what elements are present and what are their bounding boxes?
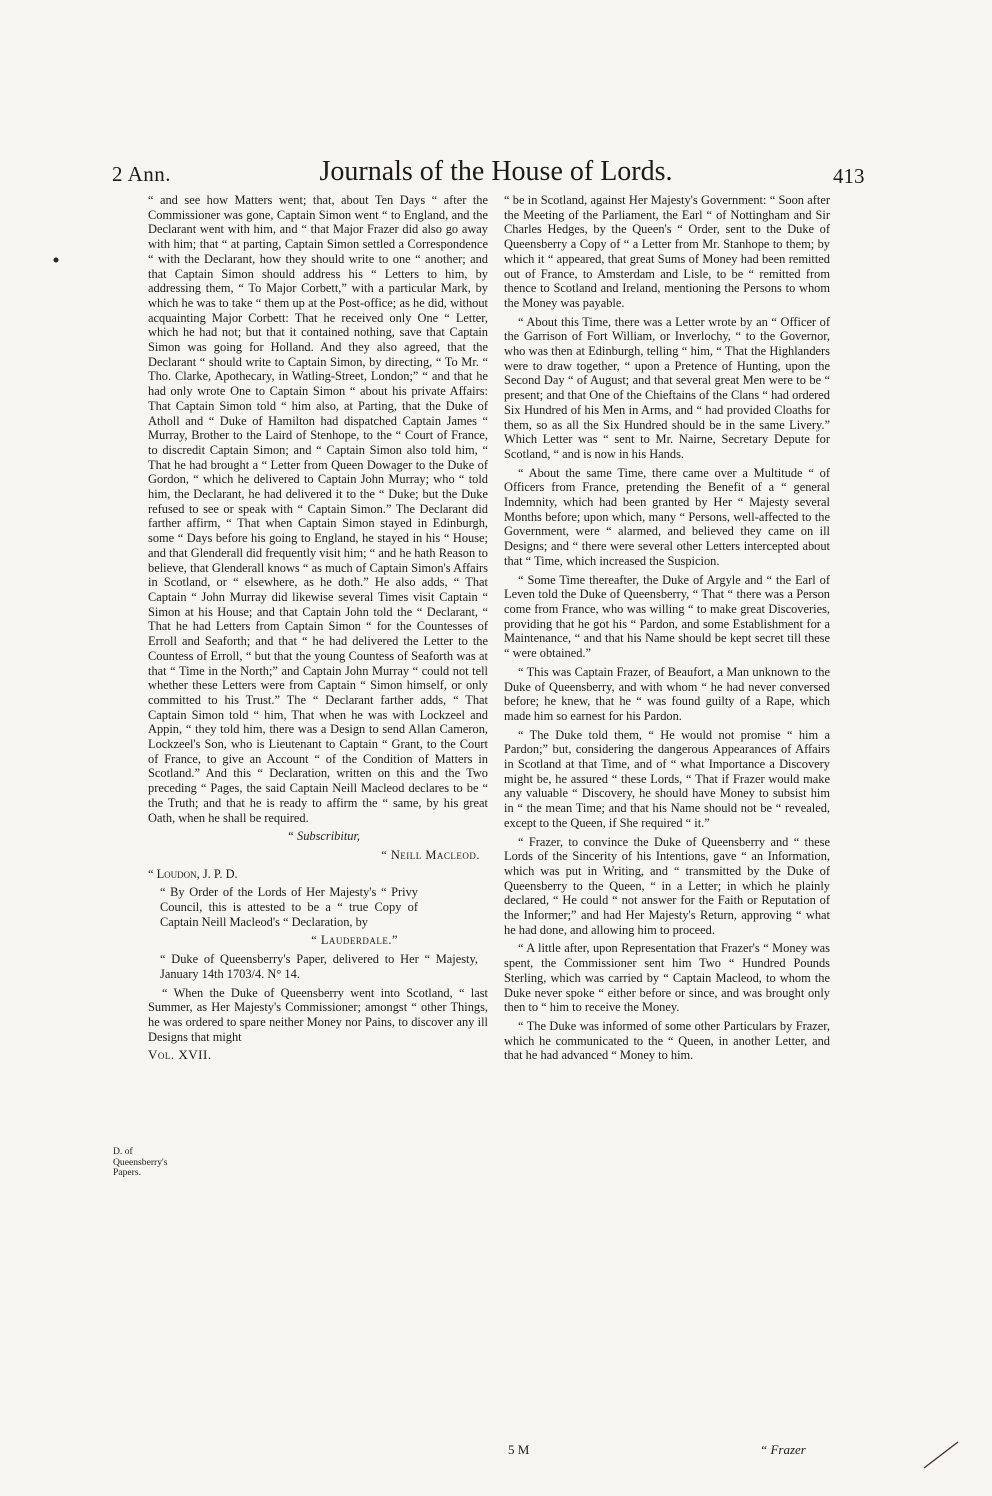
- paper-heading: “ Duke of Queensberry's Paper, delivered to Her “ Majesty, January 14th 1703/4. N° 14.: [160, 952, 478, 981]
- privy-council-order: “ By Order of the Lords of Her Majesty's “ Privy Council, this is attested to be a “ true Copy of Captain Neill Macleod's “ Declaration, by: [160, 885, 418, 929]
- catchword: “ Frazer: [760, 1442, 806, 1457]
- paragraph: “ The Duke told them, “ He would not promise “ him a Pardon;” but, considering the dangerous Appearances of Affairs in Scotland at that Time, and of “ what Importance a Discovery might be, he assured “ these Lords, “ That if Frazer would make any valuable “ Discovery, he should have Money to subsist him in “ the mean Time; and that his Name should not be “ revealed, except to the Queen, if She required “ it.”: [504, 727, 830, 830]
- regnal-year: 2 Ann.: [112, 162, 172, 186]
- queensberry-paragraph: “ When the Duke of Queensberry went into Scotland, “ last Summer, as Her Majesty's Commissioner; amongst “ other Things, he was ordered to spare neither Money nor Pains, to discover any ill Designs that might: [148, 985, 488, 1044]
- left-column: [148, 193, 488, 1067]
- page-title: Journals of the House of Lords.: [319, 156, 673, 187]
- signature-mark: 5 M: [508, 1442, 530, 1457]
- paragraph: “ A little after, upon Representation that Frazer's “ Money was spent, the Commissioner sent him Two “ Hundred Pounds Sterling, which was carried by “ Captain Macleod, to whom the Duke never spoke “ either before or since, and was brought only then to “ him to receive the Money.: [504, 941, 830, 1015]
- loudon-attestation: “ Loudon, J. P. D.: [148, 866, 238, 881]
- subscribitur-line: “ Subscribitur,: [287, 829, 360, 844]
- volume-mark: Vol. XVII.: [148, 1047, 212, 1063]
- declarant-signature: “ Neill Macleod.: [381, 847, 480, 862]
- right-column: [504, 193, 830, 1067]
- paragraph: “ The Duke was informed of some other Particulars by Frazer, which he communicated to the “ Queen, in another Letter, and that he had advanced “ Money to him.: [504, 1018, 830, 1063]
- paragraph: “ About this Time, there was a Letter wrote by an “ Officer of the Garrison of Fort William, or Inverlochy, “ to the Governor, who was then at Edinburgh, telling “ him, “ That the Highlanders were to draw together, “ upon a Pretence of Hunting, upon the Second Day “ of August; and that several great Men were to be “ present; and that One of the Chieftains of the Clans “ had ordered Six Hundred of his Men in Arms, and “ had provided Cloaths for them, so as all the Six Hundred should be in the same Livery.” Which Letter was “ sent to Mr. Nairne, Secretary Depute for Scotland, “ and is now in his Hands.: [504, 314, 830, 461]
- ink-mark-icon: [52, 256, 60, 264]
- pen-stroke-icon: [922, 1432, 962, 1472]
- paragraph: “ Some Time thereafter, the Duke of Argyle and “ the Earl of Leven told the Duke of Queensberry, “ That “ there was a Person come from France, who was willing “ to make great Discoveries, providing that he got his “ Pardon, and some Establishment for a Maintenance, “ and that his Name should be kept secret till these “ were obtained.”: [504, 572, 830, 661]
- page-number: 413: [833, 164, 865, 188]
- paragraph: “ be in Scotland, against Her Majesty's Government: “ Soon after the Meeting of the Parliament, the Earl “ of Nottingham and Sir Charles Hedges, by the Queen's “ Order, sent to the Duke of Queensberry a Copy of “ a Letter from Mr. Stanhope to them; by which it “ appeared, that great Sums of Money had been remitted out of France, to Amsterdam and Lisle, to be “ remitted from thence to Scotland and Ireland, mentioning the Persons to whom the Money was payable.: [504, 193, 830, 310]
- margin-note: D. of Queensberry's Papers.: [113, 1146, 168, 1178]
- declaration-paragraph: “ and see how Matters went; that, about Ten Days “ after the Commissioner was gone, Captain Simon went “ to England, and the Declarant went with him, and “ that Major Frazer did also go away with him; that “ at parting, Captain Simon settled a Correspondence “ with the Declarant, how they should write to one “ another; and that Captain Simon should address his “ Letters to him, by addressing them, “ To Major Corbett,” with a particular Mark, by which he was to take “ them up at the Post-office; as he did, without acquainting Major Corbett: That he received only One “ Letter, which he had not; but that it contained nothing, save that Captain Simon was going for Holland. And they also agreed, that the Declarant “ should write to Captain Simon, by directing, “ To Mr. “ Tho. Clarke, Apothecary, in Watling-Street, London;” “ and that he had only wrote One to Captain Simon “ about his private Affairs: That Captain Simon told “ him also, at Parting, that the Duke of Atholl and “ Duke of Hamilton had dispatched Captain James “ Murray, Brother to the Laird of Stenhope, to the “ Court of France, to discredit Captain Simon; and “ Captain Simon also told him, “ That he had brought a “ Letter from Queen Dowager to the Duke of Gordon, “ which he delivered to Captain John Murray; who “ told him, the Declarant, he had delivered it to the “ Duke; but the Duke refused to see or speak with “ Captain Simon.” The Declarant did farther affirm, “ That when Captain Simon stayed in Edinburgh, some “ Days before his going to England, he stayed in his “ House; and that Glenderall did frequently visit him; “ and he hath Reason to believe, that Glenderall knows “ as much of Captain Simon's Affairs in Scotland, or “ elsewhere, as he doth.” He also adds, “ That Captain “ John Murray did likewise several Times visit Captain “ Simon at his House; and that Captain John told the “ Declarant, “ That he had Letters from Captain Simon “ for the Countesses of Erroll and Seaforth; and that “ he had delivered the Letter to the Countess of Erroll, “ but that the young Countess of Seaforth was at that “ Time in the North;” and Captain John Murray “ could not tell whether these Letters were from Captain “ Simon himself, or only committed to his Trust.” The “ Declarant farther adds, “ That Captain Simon told “ him, That when he was with Lockzeel and Appin, “ they told him, there was a Design to send Allan Cameron, Lockzeel's Son, who is Lieutenant to Captain “ Grant, to the Court of France, to give an Account “ of the Condition of Matters in Scotland.” And this “ Declaration, written on this and the Two preceding “ Pages, the said Captain Neill Macleod declares to be “ the Truth; and that he is ready to affirm the “ same, by his great Oath, when he shall be required.: [148, 193, 488, 825]
- paragraph: “ This was Captain Frazer, of Beaufort, a Man unknown to the Duke of Queensberry, and with whom “ he had never conversed before; he knew, that he “ was found guilty of a Rape, which made him so earnest for his Pardon.: [504, 664, 830, 723]
- lauderdale-signature: “ Lauderdale.”: [311, 933, 398, 948]
- paragraph: “ About the same Time, there came over a Multitude “ of Officers from France, pretending the Benefit of a “ general Indemnity, which had been granted by Her “ Majesty several Months before; upon which, many “ Persons, well-affected to the Government, were “ alarmed, and believed they came on ill Designs; and “ there were several other Letters intercepted about that “ Time, which increased the Suspicion.: [504, 465, 830, 568]
- paragraph: “ Frazer, to convince the Duke of Queensberry and “ these Lords of the Sincerity of his Intentions, gave “ an Information, which was put in Writing, and “ transmitted by the Duke of Queensberry to the Queen, “ in a Letter; in which he plainly declared, “ He could “ not answer for the Faith or Reputation of the Informer;” and had Her Majesty's Return, approving “ what he had done, and allowing him to proceed.: [504, 834, 830, 937]
